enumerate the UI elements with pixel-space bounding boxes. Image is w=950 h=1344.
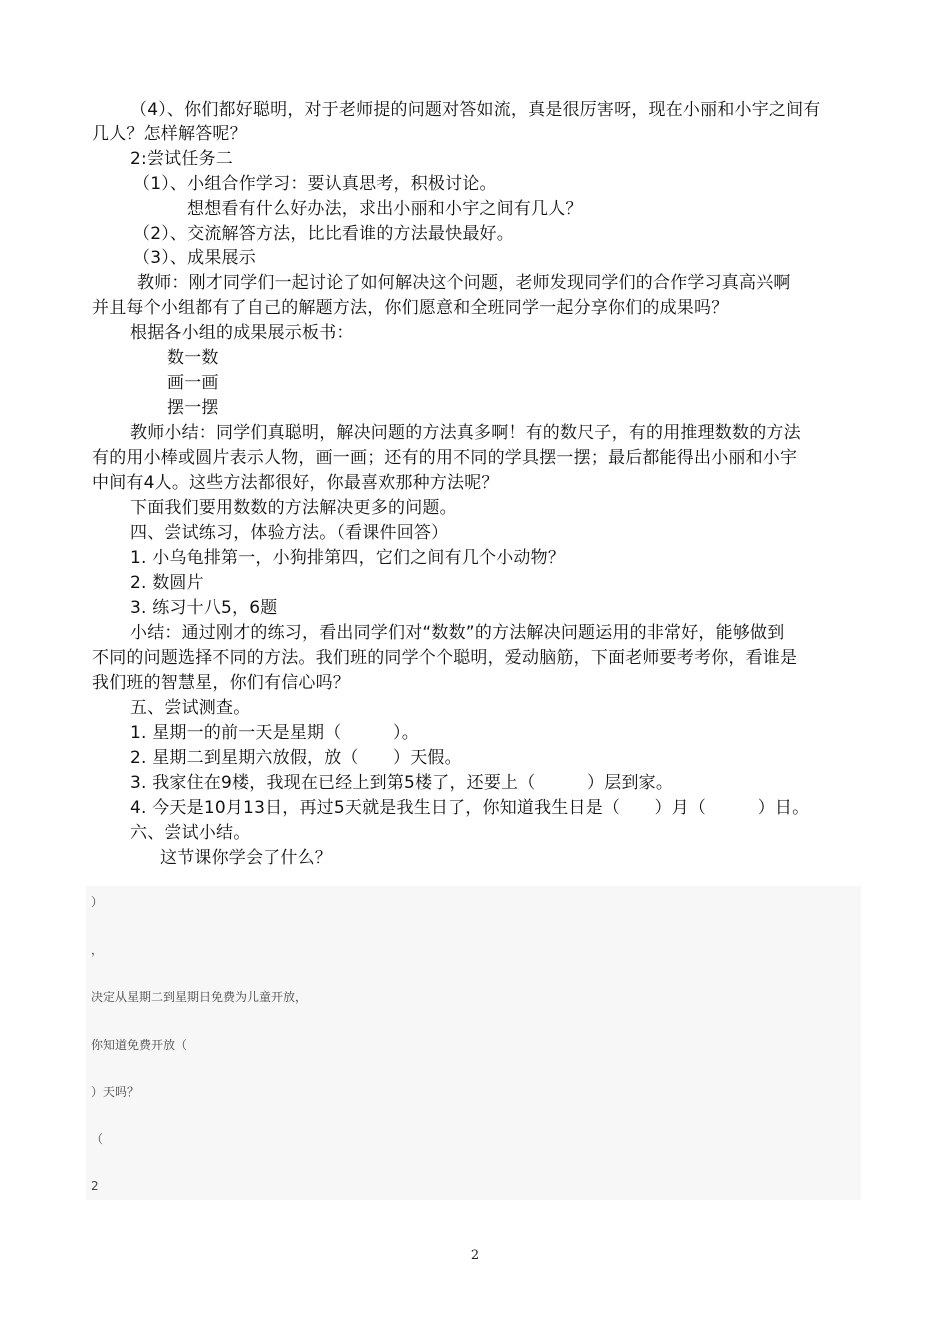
quiz-item: 3. 我家住在9楼，我现在已经上到第5楼了，还要上（ ）层到家。 — [130, 773, 674, 793]
page-number: 2 — [470, 1248, 480, 1263]
faint-text: ）天吗？ — [91, 1085, 140, 1099]
text-line: 根据各小组的成果展示板书： — [130, 323, 354, 343]
text-line: 小结：通过刚才的练习，看出同学们对“数数”的方法解决问题运用的非常好，能够做到 — [130, 623, 785, 643]
section-heading: 2:尝试任务二 — [130, 149, 233, 169]
text-line: （1）、小组合作学习：要认真思考，积极讨论。 — [133, 174, 497, 194]
faint-overlay-panel — [86, 886, 861, 1200]
quiz-item: 1. 星期一的前一天是星期（ ）。 — [130, 723, 419, 743]
quiz-item: 2. 星期二到星期六放假，放（ ）天假。 — [130, 748, 462, 768]
text-line: （2）、交流解答方法，比比看谁的方法最快最好。 — [133, 224, 514, 244]
faint-text: 2 — [91, 1179, 99, 1193]
board-item: 摆一摆 — [167, 398, 219, 418]
text-line: 并且每个小组都有了自己的解题方法，你们愿意和全班同学一起分享你们的成果吗？ — [92, 298, 729, 318]
faint-text: （ — [91, 1132, 104, 1146]
text-line: （4）、你们都好聪明，对于老师提的问题对答如流，真是很厉害呀，现在小丽和小宇之间有 — [130, 100, 821, 120]
board-item: 画一画 — [167, 373, 219, 393]
text-line: 不同的问题选择不同的方法。我们班的同学个个聪明，爱动脑筋，下面老师要考考你，看谁是 — [92, 648, 798, 668]
faint-text: ， — [91, 943, 104, 957]
text-line: 下面我们要用数数的方法解决更多的问题。 — [130, 498, 457, 518]
exercise-item: 2. 数圆片 — [130, 573, 204, 593]
faint-text: 决定从星期二到星期日免费为儿童开放， — [91, 990, 308, 1004]
text-line: 想想看有什么好办法，求出小丽和小宇之间有几人？ — [187, 199, 583, 219]
faint-text: ） — [91, 895, 104, 909]
faint-text: 你知道免费开放（ — [91, 1038, 188, 1052]
section-heading: 四、尝试练习，体验方法。（看课件回答） — [130, 523, 449, 543]
board-item: 数一数 — [167, 348, 219, 368]
text-line: 这节课你学会了什么？ — [160, 848, 332, 868]
text-line: 教师小结：同学们真聪明，解决问题的方法真多啊！有的数尺子，有的用推理数数的方法 — [130, 423, 801, 443]
text-line: 有的用小棒或圆片表示人物，画一画；还有的用不同的学具摆一摆；最后都能得出小丽和小宇 — [92, 448, 798, 468]
section-heading: 五、尝试测查。 — [130, 698, 251, 718]
text-line: 我们班的智慧星，你们有信心吗？ — [92, 673, 350, 693]
text-line: 教师：刚才同学们一起讨论了如何解决这个问题，老师发现同学们的合作学习真高兴啊 — [137, 273, 791, 293]
text-line: 中间有4人。这些方法都很好，你最喜欢那种方法呢？ — [92, 473, 499, 493]
text-line: 几人？怎样解答呢？ — [92, 124, 247, 144]
exercise-item: 1. 小乌龟排第一，小狗排第四，它们之间有几个小动物？ — [130, 548, 566, 568]
section-heading: 六、尝试小结。 — [130, 823, 251, 843]
text-line: （3）、成果展示 — [133, 248, 256, 268]
exercise-item: 3. 练习十八5，6题 — [130, 598, 278, 618]
quiz-item: 4. 今天是10月13日，再过5天就是我生日了，你知道我生日是（ ）月（ ）日。 — [130, 798, 810, 818]
